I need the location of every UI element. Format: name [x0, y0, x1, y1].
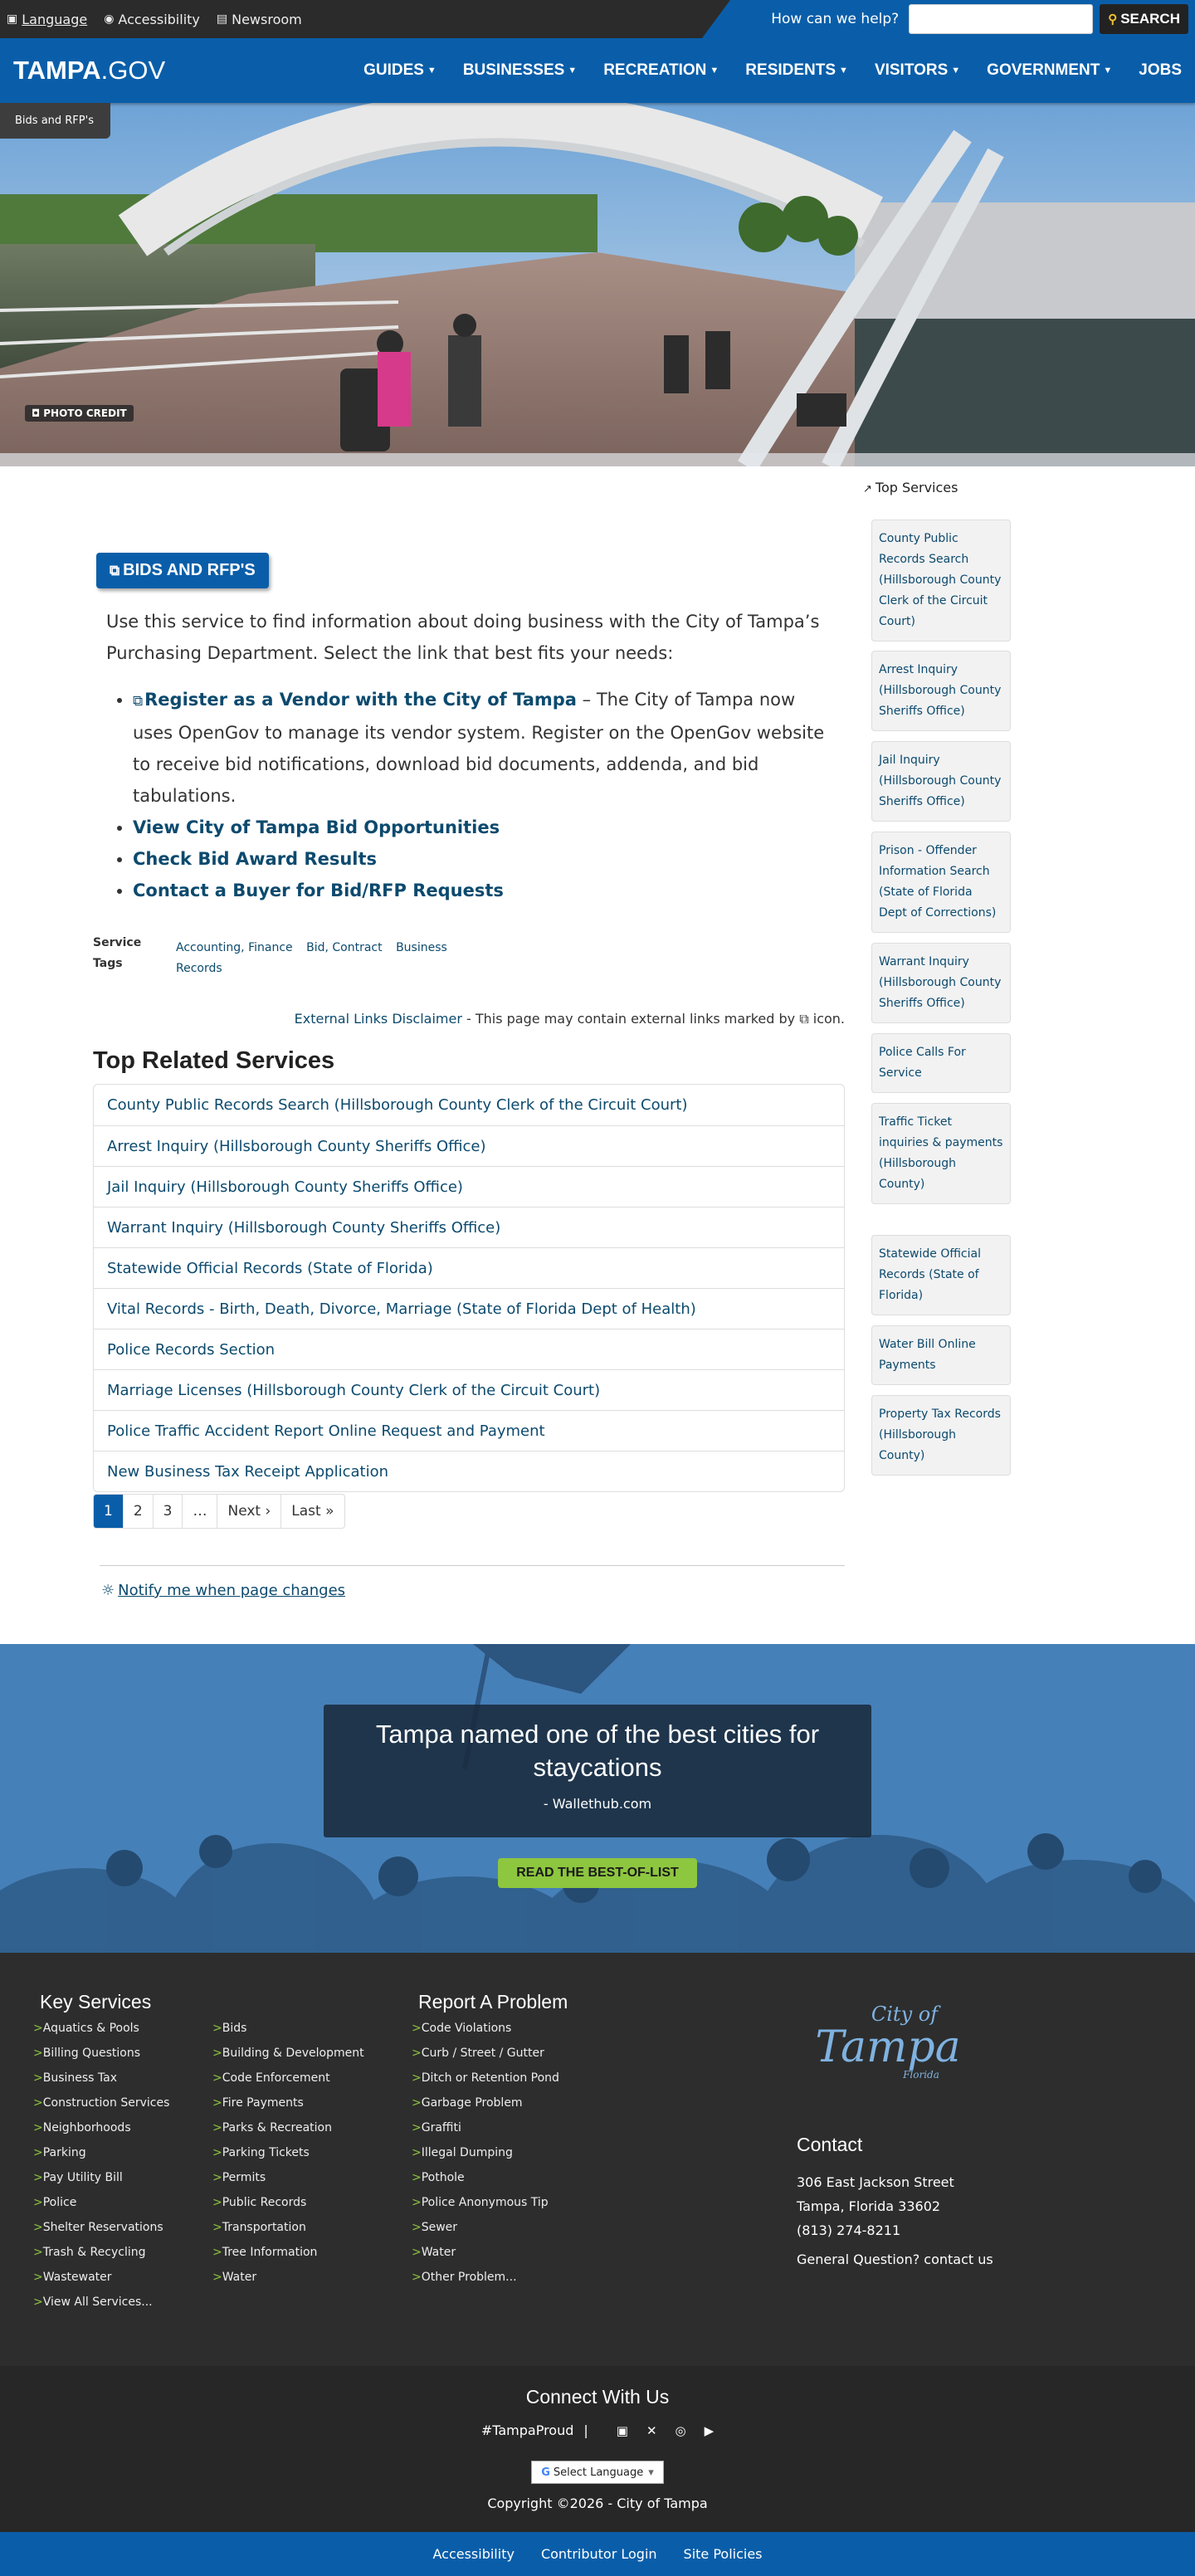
list-item — [94, 1085, 844, 1125]
divider — [100, 1565, 845, 1566]
related-service-link[interactable]: Police Records Section — [107, 1340, 276, 1359]
nav-item-government[interactable]: GOVERNMENT ▼ — [987, 61, 1113, 79]
external-link-icon: ⧉ — [110, 562, 120, 578]
accessibility-icon: ◉ — [104, 12, 115, 26]
related-service-link[interactable]: Jail Inquiry (Hillsborough County Sheriffs Office) — [107, 1178, 463, 1196]
intro-text: Use this service to find information about doing business with the City of Tampa’s Purchasing Department. Select the link that best fits your needs: — [106, 612, 820, 663]
footer-link[interactable]: > Police Anonymous Tip — [412, 2196, 549, 2209]
list-item — [94, 1410, 844, 1451]
report-problem-col — [412, 2016, 559, 2290]
footer-link[interactable]: > Garbage Problem — [412, 2096, 523, 2110]
footer-link[interactable]: > Neighborhoods — [33, 2121, 131, 2134]
nav-item-visitors[interactable]: VISITORS ▼ — [874, 61, 961, 79]
search-label: How can we help? — [771, 11, 900, 27]
page-title-badge: ⧉ BIDS AND RFP'S — [96, 553, 269, 588]
service-tags-label: Service Tags — [93, 936, 142, 970]
chart-icon: ↗ — [863, 483, 872, 495]
footer-link[interactable]: > Pothole — [412, 2171, 465, 2184]
caret-down-icon: ▼ — [1103, 66, 1113, 76]
page-ellipsis: … — [182, 1495, 217, 1528]
caret-down-icon: ▼ — [951, 66, 961, 76]
bid-award-results-link[interactable]: Check Bid Award Results — [133, 849, 377, 869]
list-item — [94, 1288, 844, 1329]
footer-link[interactable]: > Other Problem... — [412, 2271, 517, 2284]
caret-down-icon: ▼ — [839, 66, 848, 76]
top-service-card — [871, 1033, 1011, 1093]
footer-link[interactable]: > Construction Services — [33, 2096, 170, 2110]
site-logo[interactable]: TAMPA.GOV — [13, 56, 166, 85]
address-line: Tampa, Florida 33602 — [797, 2198, 941, 2214]
contact-us-link[interactable]: contact us — [924, 2252, 993, 2267]
phone-number[interactable]: (813) 274-8211 — [797, 2222, 901, 2238]
connect-heading: Connect With Us — [525, 2386, 670, 2408]
main-content — [0, 466, 1195, 1644]
footer-link[interactable]: > Parking — [33, 2146, 86, 2159]
last-page-button[interactable]: Last » — [280, 1495, 344, 1528]
notify-page-changes-link[interactable]: ☼ Notify me when page changes — [101, 1582, 346, 1599]
list-item — [94, 1329, 844, 1369]
nav-menu — [337, 61, 1182, 80]
footer-link[interactable]: > Parks & Recreation — [212, 2121, 332, 2134]
bid-opportunities-link[interactable]: View City of Tampa Bid Opportunities — [133, 817, 500, 837]
bell-icon: ☼ — [101, 1582, 115, 1599]
next-page-button[interactable]: Next › — [217, 1495, 280, 1528]
top-service-card — [871, 1325, 1011, 1385]
top-service-card — [871, 832, 1011, 933]
key-services-col-2 — [212, 2016, 364, 2290]
page-1-button[interactable]: 1 — [94, 1495, 123, 1528]
search-button[interactable]: ⚲ SEARCH — [1100, 4, 1188, 34]
related-service-link[interactable]: Statewide Official Records (State of Florida) — [107, 1259, 433, 1277]
external-link-icon: ⧉ — [133, 693, 144, 710]
related-services-title: Top Related Services — [93, 1047, 335, 1074]
photo-credit-button[interactable]: ◘ PHOTO CREDIT — [25, 405, 134, 422]
related-service-link[interactable]: Police Traffic Accident Report Online Request and Payment — [107, 1422, 545, 1440]
footer-link[interactable]: > Pay Utility Bill — [33, 2171, 123, 2184]
social-links: #TampaProud | ▣ ✕ ◎ ▶ — [480, 2422, 715, 2438]
google-icon: G — [541, 2466, 550, 2479]
footer-link[interactable]: > Police — [33, 2196, 77, 2209]
footer-link[interactable]: > Business Tax — [33, 2071, 118, 2085]
main-nav — [0, 38, 1195, 103]
external-link-icon: ⧉ — [799, 1011, 809, 1027]
chevron-down-icon: ▾ — [648, 2466, 654, 2479]
footer-link[interactable]: > Ditch or Retention Pond — [412, 2071, 559, 2085]
nav-item-recreation[interactable]: RECREATION ▼ — [603, 61, 719, 79]
related-services-list — [93, 1084, 845, 1492]
contributor-login-link[interactable]: Contributor Login — [540, 2546, 657, 2562]
footer-link[interactable]: > Illegal Dumping — [412, 2146, 513, 2159]
related-service-link[interactable]: Vital Records - Birth, Death, Divorce, Marriage (State of Florida Dept of Health) — [107, 1300, 696, 1318]
page-2-button[interactable]: 2 — [123, 1495, 153, 1528]
list-item — [133, 812, 838, 843]
banner-card — [324, 1705, 871, 1837]
banner-title: Tampa named one of the best cities for staycations — [375, 1720, 820, 1782]
key-services-heading: Key Services — [40, 1991, 152, 2013]
footer-link[interactable]: > Parking Tickets — [212, 2146, 310, 2159]
translate-icon: ▣ — [7, 12, 18, 26]
site-policies-link[interactable]: Site Policies — [683, 2546, 763, 2562]
top-service-link[interactable]: Police Calls For Service — [879, 1046, 966, 1080]
tag-link[interactable]: Accounting, Finance — [176, 941, 293, 954]
caret-down-icon: ▼ — [710, 66, 719, 76]
top-service-card — [871, 520, 1011, 642]
top-service-card — [871, 741, 1011, 822]
footer-link[interactable]: > Water — [412, 2246, 456, 2259]
list-item: • ⧉Register as a Vendor with the City of Tampa – The City of Tampa now uses OpenGov to manage its vendor system. Register on the OpenGov website to receive bid notifications, download bid documents, addenda, and bid tabulations. — [133, 684, 838, 812]
language-link[interactable]: ▣ Language — [7, 11, 88, 27]
list-item — [94, 1166, 844, 1207]
footer-link[interactable]: > Curb / Street / Gutter — [412, 2047, 544, 2060]
search-area — [730, 0, 1195, 38]
bottom-bar — [0, 2532, 1195, 2576]
footer-link[interactable]: > Billing Questions — [33, 2047, 141, 2060]
nav-item-jobs[interactable]: JOBS — [1139, 61, 1182, 79]
footer-link[interactable]: > Wastewater — [33, 2271, 112, 2284]
footer-link[interactable]: > Trash & Recycling — [33, 2246, 146, 2259]
disclaimer-link[interactable]: External Links Disclaimer — [294, 1011, 462, 1027]
footer-link[interactable]: > Code Enforcement — [212, 2071, 330, 2085]
top-service-card — [871, 651, 1011, 731]
newspaper-icon: ▤ — [216, 12, 228, 26]
footer-link[interactable]: > Fire Payments — [212, 2096, 304, 2110]
footer-link[interactable]: > Aquatics & Pools — [33, 2022, 139, 2035]
list-item — [94, 1247, 844, 1288]
accessibility-link[interactable]: ◉ Accessibility — [104, 11, 200, 27]
contact-details — [797, 2170, 954, 2242]
read-best-of-list-button[interactable]: READ THE BEST-OF-LIST — [498, 1858, 697, 1888]
list-item — [94, 1369, 844, 1410]
nav-item-guides[interactable]: GUIDES ▼ — [363, 61, 437, 79]
related-service-link[interactable]: Marriage Licenses (Hillsborough County Clerk of the Circuit Court) — [107, 1381, 601, 1399]
related-service-link[interactable]: Warrant Inquiry (Hillsborough County Sheriffs Office) — [107, 1218, 501, 1237]
riverwalk-photo — [0, 103, 1195, 466]
report-problem-heading: Report A Problem — [418, 1991, 568, 2013]
utility-bar — [0, 0, 1195, 38]
youtube-icon[interactable]: ▶ — [704, 2422, 715, 2438]
footer-link[interactable]: > Water — [212, 2271, 257, 2284]
service-tags-links — [176, 933, 458, 979]
top-service-link[interactable]: County Public Records Search (Hillsborough County Clerk of the Circuit Court) — [879, 532, 1002, 628]
facebook-icon[interactable]: ▣ — [616, 2422, 628, 2438]
nav-item-residents[interactable]: RESIDENTS ▼ — [745, 61, 848, 79]
top-service-link[interactable]: Jail Inquiry (Hillsborough County Sheriffs Office) — [879, 754, 1002, 808]
top-service-link[interactable]: Warrant Inquiry (Hillsborough County Sheriffs Office) — [879, 955, 1002, 1010]
footer-link[interactable]: > Public Records — [212, 2196, 307, 2209]
search-input[interactable] — [909, 4, 1093, 34]
hashtag: #TampaProud — [480, 2422, 574, 2438]
external-links-disclaimer: External Links Disclaimer - This page may contain external links marked by ⧉ icon. — [294, 1011, 845, 1027]
caret-down-icon: ▼ — [427, 66, 437, 76]
footer-link[interactable]: > Tree Information — [212, 2246, 318, 2259]
search-icon: ⚲ — [1108, 12, 1118, 27]
nav-item-businesses[interactable]: BUSINESSES ▼ — [462, 61, 578, 79]
register-vendor-link[interactable]: Register as a Vendor with the City of Tampa — [144, 690, 577, 710]
list-item — [94, 1207, 844, 1247]
related-service-link[interactable]: New Business Tax Receipt Application — [107, 1462, 389, 1481]
language-select[interactable]: G Select Language ▾ — [531, 2461, 664, 2484]
site-footer — [0, 1953, 1195, 2366]
copyright: Copyright ©2026 - City of Tampa — [487, 2496, 708, 2511]
general-question: General Question? contact us — [797, 2252, 993, 2267]
service-tags — [93, 933, 458, 979]
address-line: 306 East Jackson Street — [797, 2174, 954, 2190]
camera-icon: ◘ — [32, 407, 44, 419]
footer-link[interactable]: > Graffiti — [412, 2121, 461, 2134]
top-service-card — [871, 1103, 1011, 1204]
list-item — [133, 843, 838, 875]
pagination — [93, 1494, 345, 1529]
contact-heading: Contact — [797, 2134, 863, 2155]
accessibility-footer-link[interactable]: Accessibility — [432, 2546, 515, 2562]
footer-link[interactable]: > Bids — [212, 2022, 247, 2035]
footer-link[interactable]: > Shelter Reservations — [33, 2221, 163, 2234]
top-service-link[interactable]: Arrest Inquiry (Hillsborough County Sheriffs Office) — [879, 663, 1002, 718]
list-item — [133, 875, 838, 906]
promo-banner — [0, 1644, 1195, 1953]
related-service-link[interactable]: Arrest Inquiry (Hillsborough County Sheriffs Office) — [107, 1137, 486, 1155]
hero-image — [0, 103, 1195, 466]
top-service-link[interactable]: Water Bill Online Payments — [879, 1338, 976, 1372]
connect-section — [0, 2366, 1195, 2532]
top-service-card — [871, 1235, 1011, 1315]
city-of-tampa-logo: City of Tampa Florida — [815, 2003, 961, 2081]
tag-link[interactable]: Business Records — [176, 941, 447, 975]
x-twitter-icon[interactable]: ✕ — [646, 2422, 657, 2438]
list-item — [94, 1125, 844, 1166]
footer-link[interactable]: > Sewer — [412, 2221, 458, 2234]
top-service-link[interactable]: Traffic Ticket inquiries & payments (Hillsborough County) — [879, 1115, 1003, 1191]
contact-buyer-link[interactable]: Contact a Buyer for Bid/RFP Requests — [133, 881, 504, 900]
service-link-list — [133, 684, 838, 906]
top-service-link[interactable]: Prison - Offender Information Search (State of Florida Dept of Corrections) — [879, 844, 997, 920]
newsroom-link[interactable]: ▤ Newsroom — [216, 11, 302, 27]
footer-link[interactable]: > Transportation — [212, 2221, 306, 2234]
top-services-heading: ↗ Top Services — [863, 480, 958, 495]
caret-down-icon: ▼ — [568, 66, 578, 76]
banner-source: - Wallethub.com — [543, 1796, 652, 1812]
top-service-link[interactable]: Property Tax Records (Hillsborough County) — [879, 1408, 1001, 1462]
breadcrumb[interactable]: Bids and RFP's — [0, 103, 110, 139]
banner-source-link[interactable]: Wallethub.com — [552, 1796, 652, 1812]
top-service-card — [871, 943, 1011, 1023]
footer-link[interactable]: > View All Services... — [33, 2295, 153, 2309]
footer-link[interactable]: > Code Violations — [412, 2022, 512, 2035]
key-services-col-1 — [33, 2016, 169, 2315]
instagram-icon[interactable]: ◎ — [675, 2422, 686, 2438]
top-service-card — [871, 1395, 1011, 1476]
footer-link[interactable]: > Building & Development — [212, 2047, 364, 2060]
related-service-link[interactable]: County Public Records Search (Hillsborough County Clerk of the Circuit Court) — [107, 1096, 688, 1114]
list-item — [94, 1451, 844, 1491]
top-service-link[interactable]: Statewide Official Records (State of Florida) — [879, 1247, 981, 1302]
tag-link[interactable]: Bid, Contract — [306, 941, 383, 954]
footer-link[interactable]: > Permits — [212, 2171, 266, 2184]
page-3-button[interactable]: 3 — [153, 1495, 183, 1528]
